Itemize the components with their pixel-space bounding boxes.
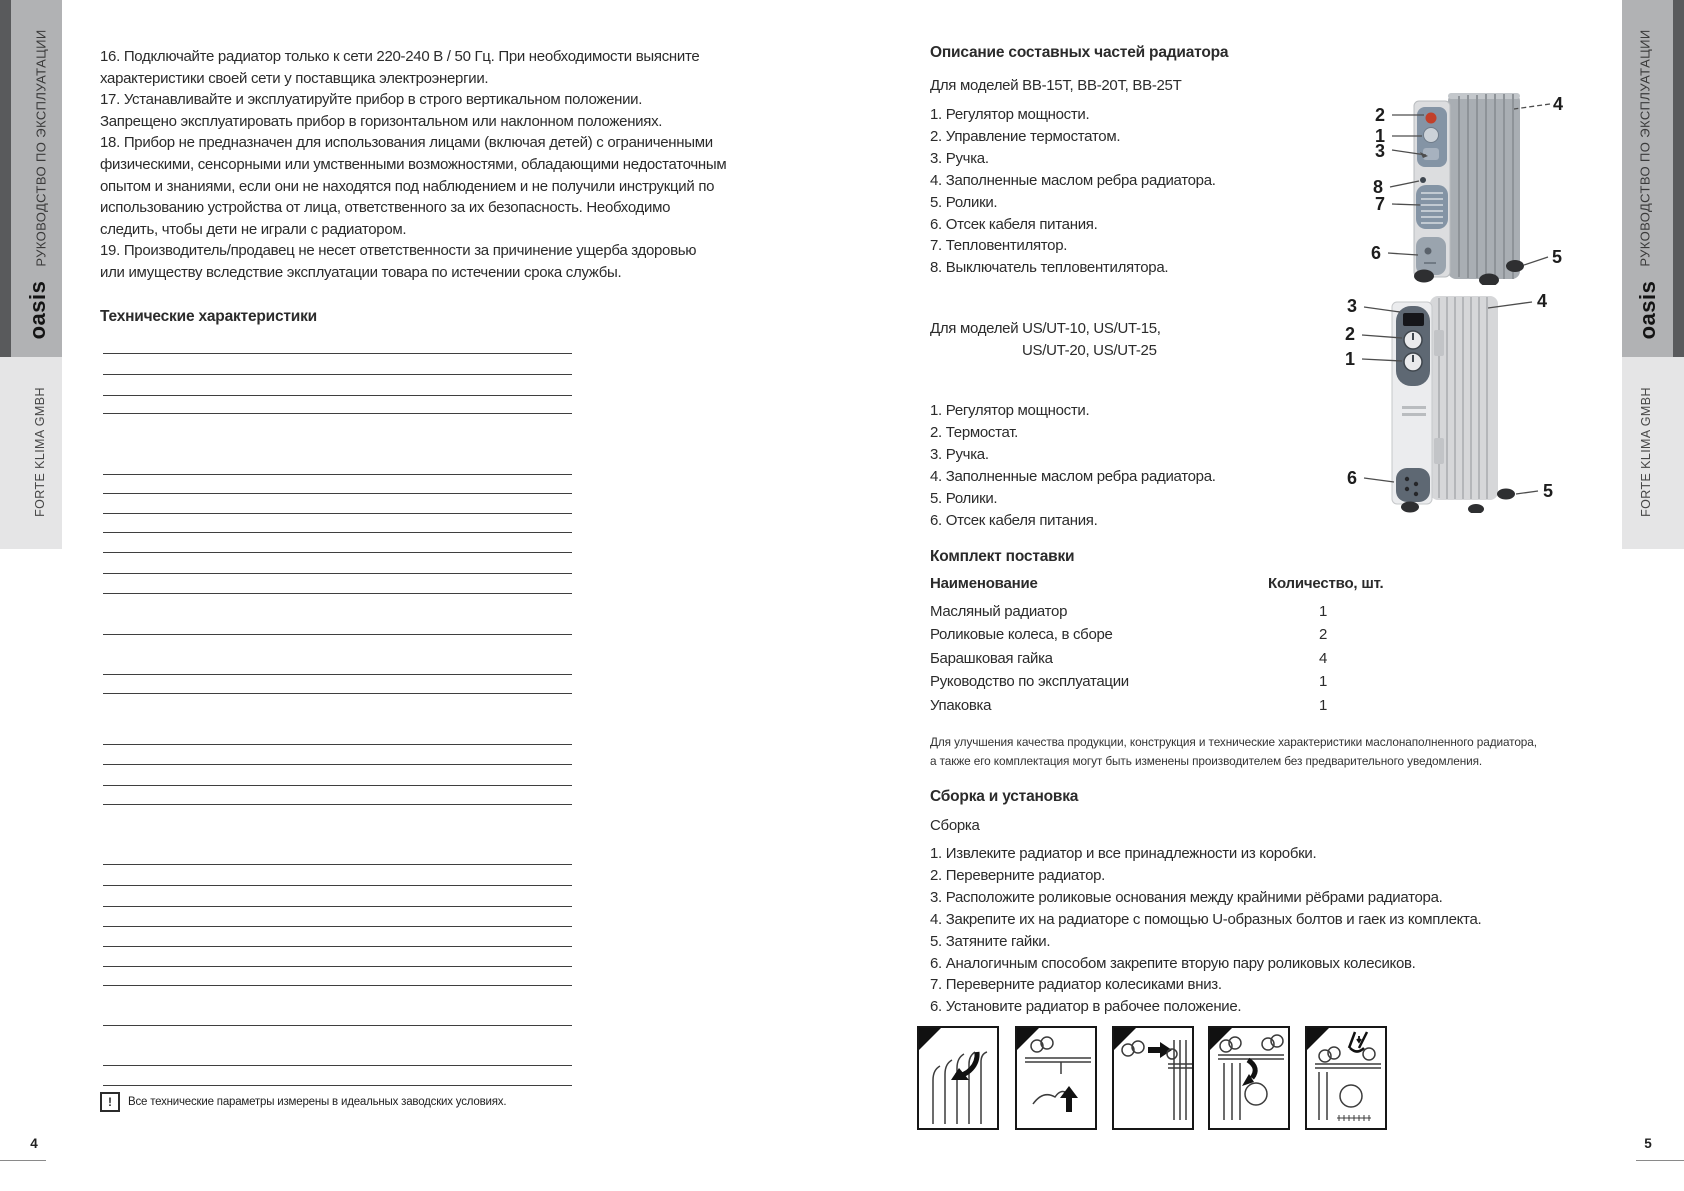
package-table-row xyxy=(930,670,1378,693)
assembly-step-item: 7. Переверните радиатор колесиками вниз. xyxy=(930,976,1222,994)
press-roller-base-icon xyxy=(1017,1028,1099,1132)
parts-list-item: 4. Заполненные маслом ребра радиатора. xyxy=(930,171,1216,189)
ruled-line xyxy=(103,1085,572,1086)
exclamation-icon: ! xyxy=(100,1092,120,1112)
radiator-usut-illustration xyxy=(1280,288,1610,513)
callout-2: 2 xyxy=(1374,105,1386,125)
disclaimer-line: Для улучшения качества продукции, конструкция и технические характеристики маслонаполненного радиатора, xyxy=(930,735,1537,749)
ruled-line xyxy=(103,353,572,354)
assembly-illustration-5 xyxy=(1305,1026,1387,1130)
parts-list-item: 1. Регулятор мощности. xyxy=(930,106,1090,123)
ruled-line xyxy=(103,593,572,594)
package-item-name: Барашковая гайка xyxy=(930,649,1053,667)
package-table-row xyxy=(930,600,1378,623)
fan-switch-button xyxy=(1420,177,1426,183)
ruled-line xyxy=(103,764,572,765)
package-item-qty: 1 xyxy=(1318,673,1328,691)
ruled-line xyxy=(103,474,572,475)
callout-5: 5 xyxy=(1542,481,1554,501)
assembly-step-item: 5. Затяните гайки. xyxy=(930,932,1051,950)
instruction-line: характеристики своей сети у поставщика электроэнергии. xyxy=(100,69,489,87)
models-usut-line2: US/UT-20, US/UT-25 xyxy=(1022,342,1157,359)
ruled-line xyxy=(103,634,572,635)
parts-list-item: 2. Термостат. xyxy=(930,423,1019,441)
ruled-line xyxy=(103,985,572,986)
parts-list-item: 6. Отсек кабеля питания. xyxy=(930,511,1098,529)
instruction-line: или имуществу вследствие эксплуатации товара по истечении срока службы. xyxy=(100,263,622,281)
parts-list-item: 8. Выключатель тепловентилятора. xyxy=(930,259,1169,277)
ruled-line xyxy=(103,493,572,494)
ruled-line xyxy=(103,413,572,414)
sidebar-manual-label-left: РУКОВОДСТВО ПО ЭКСПЛУАТАЦИИ xyxy=(33,29,49,267)
parts-list-item: 6. Отсек кабеля питания. xyxy=(930,215,1098,233)
ruled-line xyxy=(103,1065,572,1066)
parts-list-item: 5. Ролики. xyxy=(930,193,998,211)
page-number-rule-left xyxy=(0,1160,46,1161)
footnote xyxy=(100,1092,506,1112)
parts-list-item: 3. Ручка. xyxy=(930,149,989,167)
instruction-line: использованию устройства от лица, ответственного за их безопасность. Необходимо xyxy=(100,199,671,217)
ruled-line xyxy=(103,552,572,553)
ruled-line xyxy=(103,1025,572,1026)
parts-list-item: 7. Тепловентилятор. xyxy=(930,237,1068,255)
callout-4: 4 xyxy=(1536,291,1548,311)
package-item-name: Руководство по эксплуатации xyxy=(930,673,1129,691)
assembly-illustration-3 xyxy=(1112,1026,1194,1130)
tighten-nuts-icon xyxy=(1307,1028,1389,1132)
page-number-right: 5 xyxy=(1644,1136,1652,1151)
package-item-qty: 2 xyxy=(1318,626,1328,644)
assembly-subheading: Сборка xyxy=(930,817,980,834)
callout-4: 4 xyxy=(1552,94,1564,114)
package-col-qty: Количество, шт. xyxy=(1268,575,1384,592)
package-table-row xyxy=(930,647,1378,670)
instruction-line: 16. Подключайте радиатор только к сети 220-240 В / 50 Гц. При необходимости выясните xyxy=(100,48,700,65)
assembly-step-item: 6. Установите радиатор в рабочее положение. xyxy=(930,998,1242,1016)
parts-list-item: 4. Заполненные маслом ребра радиатора. xyxy=(930,467,1216,485)
assembly-step-item: 6. Аналогичным способом закрепите вторую пару роликовых колесиков. xyxy=(930,954,1416,972)
callout-1: 1 xyxy=(1344,349,1356,369)
ruled-line xyxy=(103,693,572,694)
package-item-name: Роликовые колеса, в сборе xyxy=(930,626,1113,644)
models-bb-label: Для моделей BB-15T, BB-20T, BB-25T xyxy=(930,77,1182,94)
ruled-line xyxy=(103,966,572,967)
callout-6: 6 xyxy=(1346,468,1358,488)
ruled-line xyxy=(103,744,572,745)
power-knob-red xyxy=(1426,113,1437,124)
sidebar-right-dark-strip xyxy=(1673,0,1684,357)
assembly-illustration-1 xyxy=(917,1026,999,1130)
package-table-row xyxy=(930,694,1378,717)
brand-logo-right: oasis xyxy=(1635,280,1660,340)
brand-logo-left: oasis xyxy=(25,280,50,340)
ruled-line xyxy=(103,573,572,574)
callout-6: 6 xyxy=(1370,243,1382,263)
callout-5: 5 xyxy=(1551,247,1563,267)
sidebar-left-dark-strip xyxy=(0,0,11,357)
parts-list-item: 2. Управление термостатом. xyxy=(930,127,1121,145)
tech-specs-heading: Технические характеристики xyxy=(100,308,317,325)
radiator-diagram-bb xyxy=(1300,85,1610,285)
company-label-left: FORTE KLIMA GMBH xyxy=(33,387,47,517)
parts-list-usut xyxy=(930,400,1216,531)
ruled-line xyxy=(103,532,572,533)
callout-8: 8 xyxy=(1372,177,1384,197)
instruction-line: физическими, сенсорными или умственными возможностями, обладающими недостаточным xyxy=(100,155,727,173)
callout-3: 3 xyxy=(1374,141,1386,161)
package-col-name: Наименование xyxy=(930,575,1038,592)
flip-radiator-icon xyxy=(919,1028,1001,1132)
package-table-rows xyxy=(930,600,1378,717)
page-number-left: 4 xyxy=(30,1136,38,1151)
package-item-name: Упаковка xyxy=(930,696,992,714)
parts-list-item: 3. Ручка. xyxy=(930,445,989,463)
safety-instructions xyxy=(100,46,726,284)
assembly-heading: Сборка и установка xyxy=(930,788,1079,805)
parts-list-bb xyxy=(930,104,1216,279)
footnote-text: Все технические параметры измерены в идеальных заводских условиях. xyxy=(128,1096,507,1108)
instruction-line: следить, чтобы дети не играли с радиатором. xyxy=(100,220,407,238)
instruction-line: 18. Прибор не предназначен для использования лицами (включая детей) с ограниченными xyxy=(100,134,713,152)
ruled-line xyxy=(103,906,572,907)
page-number-rule-right xyxy=(1636,1160,1684,1161)
package-heading: Комплект поставки xyxy=(930,548,1075,565)
ruled-line xyxy=(103,946,572,947)
parts-list-item: 1. Регулятор мощности. xyxy=(930,402,1090,419)
assembly-step-item: 2. Переверните радиатор. xyxy=(930,866,1106,884)
assembly-steps-list xyxy=(930,843,1481,1018)
models-usut-label xyxy=(930,318,1161,362)
callout-1: 1 xyxy=(1374,126,1386,146)
assembly-step-item: 3. Расположите роликовые основания между крайними рёбрами радиатора. xyxy=(930,888,1443,906)
ruled-line xyxy=(103,374,572,375)
assembly-step-item: 1. Извлеките радиатор и все принадлежности из коробки. xyxy=(930,845,1317,862)
hook-u-bolt-icon xyxy=(1210,1028,1292,1132)
company-label-right: FORTE KLIMA GMBH xyxy=(1639,387,1653,517)
disclaimer-line: а также его комплектация могут быть изменены производителем без предварительного уведомления. xyxy=(930,753,1483,768)
ruled-line xyxy=(103,513,572,514)
assembly-illustration-4 xyxy=(1208,1026,1290,1130)
parts-list-item: 5. Ролики. xyxy=(930,489,998,507)
assembly-step-item: 4. Закрепите их на радиаторе с помощью U-образных болтов и гаек из комплекта. xyxy=(930,910,1482,928)
assembly-illustration-2 xyxy=(1015,1026,1097,1130)
package-item-name: Масляный радиатор xyxy=(930,603,1068,620)
parts-description-heading: Описание составных частей радиатора xyxy=(930,44,1229,61)
callout-3: 3 xyxy=(1346,296,1358,316)
slide-u-bolt-icon xyxy=(1114,1028,1196,1132)
instruction-line: Запрещено эксплуатировать прибор в горизонтальном или наклонном положениях. xyxy=(100,112,663,130)
models-usut-line1: Для моделей US/UT-10, US/UT-15, xyxy=(930,320,1161,337)
package-item-qty: 1 xyxy=(1318,696,1328,714)
ruled-line xyxy=(103,674,572,675)
ruled-line xyxy=(103,804,572,805)
package-item-qty: 4 xyxy=(1318,649,1328,667)
ruled-line xyxy=(103,864,572,865)
package-table-row xyxy=(930,623,1378,646)
radiator-diagram-usut xyxy=(1280,288,1610,513)
ruled-line xyxy=(103,785,572,786)
callout-2: 2 xyxy=(1344,324,1356,344)
sidebar-left-bottom xyxy=(0,357,62,549)
instruction-line: 17. Устанавливайте и эксплуатируйте прибор в строго вертикальном положении. xyxy=(100,91,643,109)
ruled-line xyxy=(103,885,572,886)
radiator-bb-illustration xyxy=(1300,85,1610,285)
instruction-line: опытом и знаниями, если они не находятся под наблюдением и не получили инструкций по xyxy=(100,177,715,195)
package-table-header xyxy=(930,575,1384,592)
ruled-line xyxy=(103,926,572,927)
ruled-line xyxy=(103,395,572,396)
sidebar-manual-label-right: РУКОВОДСТВО ПО ЭКСПЛУАТАЦИИ xyxy=(1637,29,1653,267)
callout-7: 7 xyxy=(1374,194,1386,214)
disclaimer xyxy=(930,733,1537,770)
instruction-line: 19. Производитель/продавец не несет ответственности за причинение ущерба здоровью xyxy=(100,242,697,260)
sidebar-right-bottom xyxy=(1622,357,1684,549)
package-item-qty: 1 xyxy=(1318,603,1328,620)
